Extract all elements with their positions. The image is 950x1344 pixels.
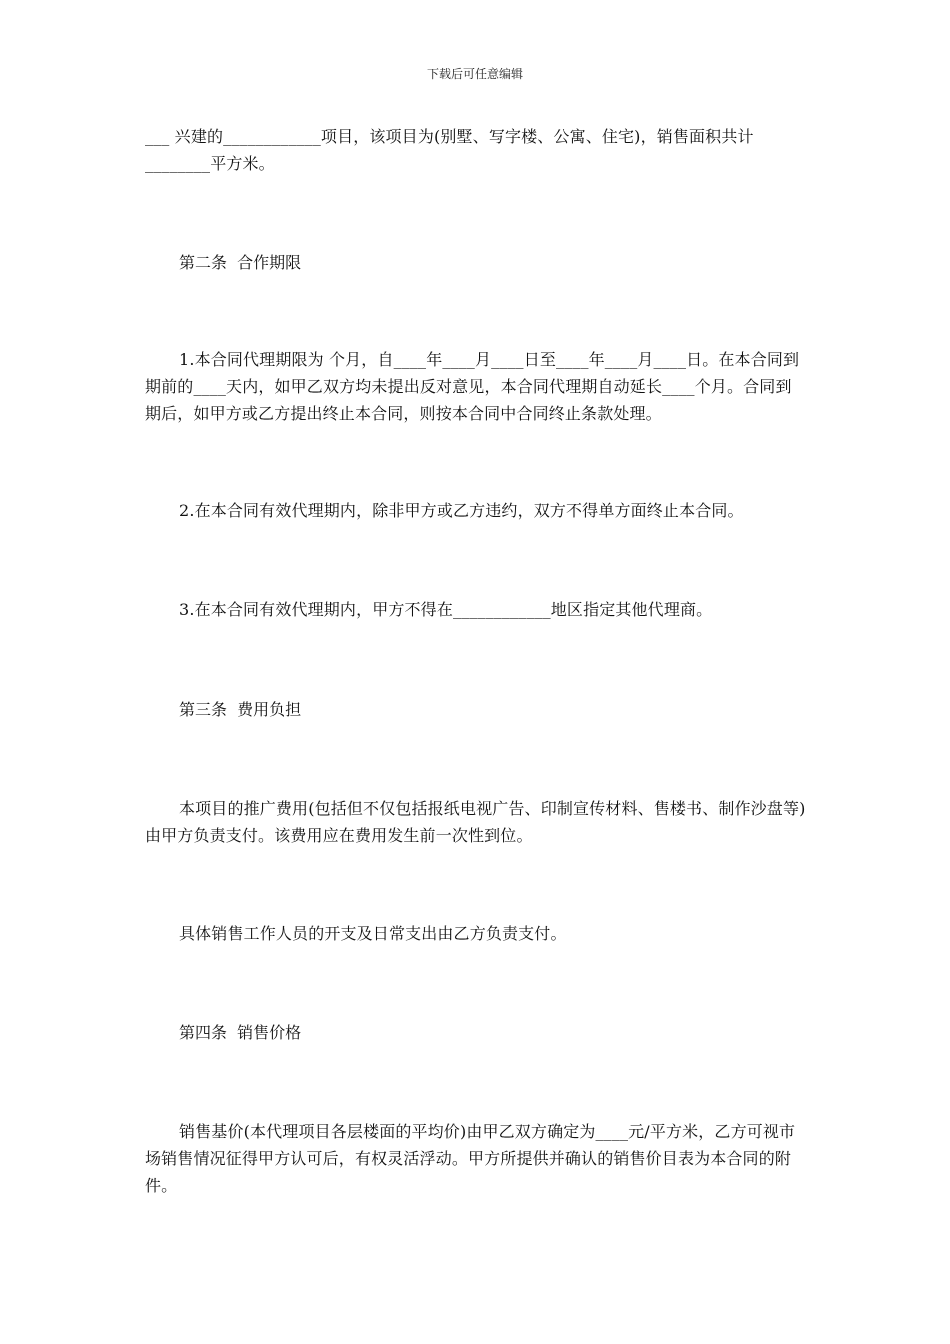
paragraph-sales-price: 销售基价(本代理项目各层楼面的平均价)由甲乙双方确定为____元/平方米，乙方可视市场销售情况征得甲方认可后，有权灵活浮动。甲方所提供并确认的销售价目表为本合同的附件。 <box>145 1122 796 1195</box>
paragraph-project-description: ___ 兴建的____________项目，该项目为(别墅、写字楼、公寓、住宅)，销售面积共计________平方米。 <box>145 127 754 173</box>
paragraph-term-1: 1.本合同代理期限为 个月，自____年____月____日至____年____月____日。在本合同到期前的____天内，如甲乙双方均未提出反对意见，本合同代理期自动延长____个月。合同到期后，如甲方或乙方提出终止本合同，则按本合同中合同终止条款处理。 <box>145 350 800 423</box>
paragraph-promotion-costs: 本项目的推广费用(包括但不仅包括报纸电视广告、印制宣传材料、售楼书、制作沙盘等)由甲方负责支付。该费用应在费用发生前一次性到位。 <box>145 799 806 845</box>
paragraph-term-3: 3.在本合同有效代理期内，甲方不得在____________地区指定其他代理商。 <box>179 600 713 619</box>
heading-article-4: 第四条 销售价格 <box>179 1023 302 1042</box>
paragraph-term-2: 2.在本合同有效代理期内，除非甲方或乙方违约，双方不得单方面终止本合同。 <box>179 501 744 520</box>
page-header: 下载后可任意编辑 <box>426 67 523 81</box>
heading-article-3: 第三条 费用负担 <box>179 700 302 719</box>
paragraph-staff-costs: 具体销售工作人员的开支及日常支出由乙方负责支付。 <box>179 924 567 943</box>
heading-article-2: 第二条 合作期限 <box>179 253 302 272</box>
